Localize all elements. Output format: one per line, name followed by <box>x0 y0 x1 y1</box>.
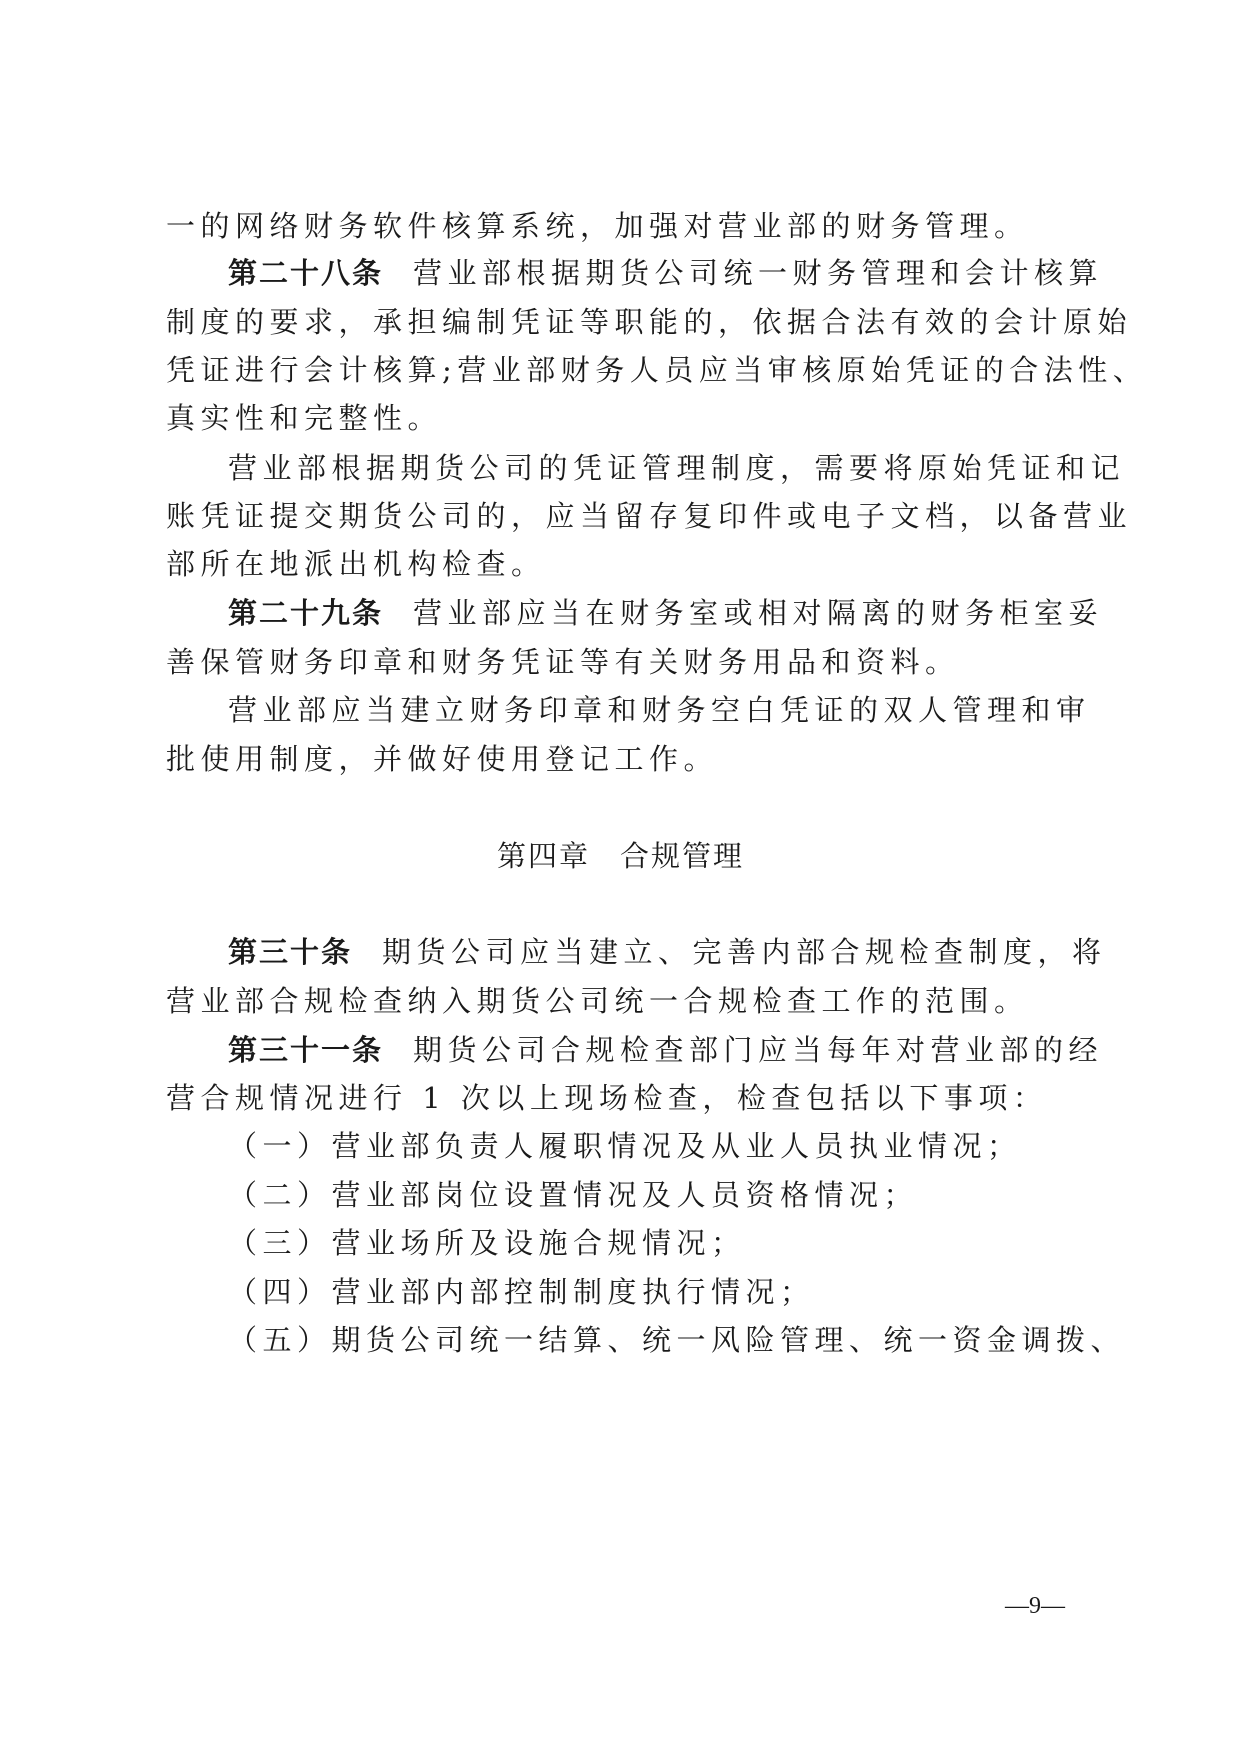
article-text: 期货公司应当建立、完善内部合规检查制度，将 <box>382 935 1107 969</box>
text-line: 凭证进行会计核算;营业部财务人员应当审核原始凭证的合法性、 <box>166 353 1148 387</box>
text-line: 营业部根据期货公司的凭证管理制度，需要将原始凭证和记 <box>228 451 1126 485</box>
list-item: （四）营业部内部控制制度执行情况； <box>228 1275 815 1309</box>
article-30-line <box>228 932 1107 972</box>
article-text: 营业部应当在财务室或相对隔离的财务柜室妥 <box>413 596 1104 630</box>
text-line: 批使用制度，并做好使用登记工作。 <box>166 742 719 776</box>
list-item: （一）营业部负责人履职情况及从业人员执业情况； <box>228 1129 1022 1163</box>
text-line: 营合规情况进行 1 次以上现场检查，检查包括以下事项： <box>166 1081 1048 1115</box>
list-item: （五）期货公司统一结算、统一风险管理、统一资金调拨、 <box>228 1323 1126 1357</box>
text-line: 营业部应当建立财务印章和财务空白凭证的双人管理和审 <box>228 693 1091 727</box>
text-line: 账凭证提交期货公司的，应当留存复印件或电子文档，以备营业 <box>166 499 1133 533</box>
list-item: （二）营业部岗位设置情况及人员资格情况； <box>228 1178 919 1212</box>
chapter-heading <box>0 836 1241 876</box>
article-text: 期货公司合规检查部门应当每年对营业部的经 <box>413 1033 1104 1067</box>
text-line: 真实性和完整性。 <box>166 401 443 435</box>
chapter-number: 第四章 <box>496 839 590 873</box>
article-text: 营业部根据期货公司统一财务管理和会计核算 <box>413 256 1104 290</box>
article-28-line <box>228 253 1104 293</box>
text-line: 部所在地派出机构检查。 <box>166 547 546 581</box>
article-number: 第二十八条 <box>228 256 384 290</box>
article-29-line <box>228 593 1104 633</box>
article-31-line <box>228 1030 1104 1070</box>
article-number: 第二十九条 <box>228 596 384 630</box>
text-line: 一的网络财务软件核算系统，加强对营业部的财务管理。 <box>166 209 1029 243</box>
text-line: 营业部合规检查纳入期货公司统一合规检查工作的范围。 <box>166 984 1029 1018</box>
text-line: 制度的要求，承担编制凭证等职能的，依据合法有效的会计原始 <box>166 305 1133 339</box>
article-number: 第三十一条 <box>228 1033 384 1067</box>
text-line: 善保管财务印章和财务凭证等有关财务用品和资料。 <box>166 645 960 679</box>
chapter-title: 合规管理 <box>620 839 745 873</box>
article-number: 第三十条 <box>228 935 353 969</box>
page-number: —9— <box>1005 1593 1065 1619</box>
list-item: （三）营业场所及设施合规情况； <box>228 1226 746 1260</box>
